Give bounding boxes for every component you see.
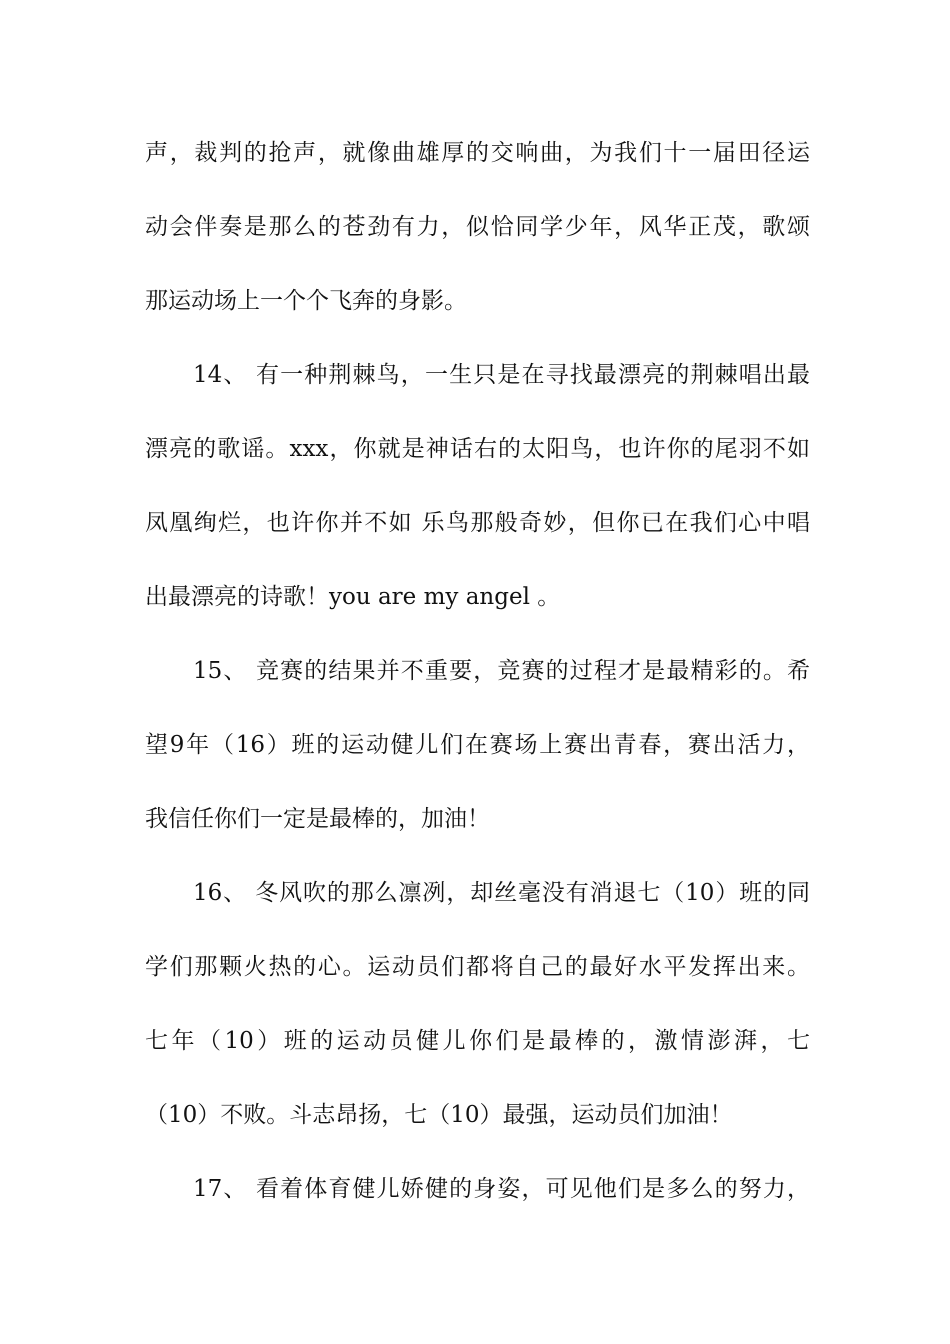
text-line: （10）不败。斗志昂扬，七（10）最强，运动员们加油！ <box>145 1102 733 1128</box>
text-line: 声，裁判的抢声，就像曲雄厚的交响曲，为我们十一届田径运 <box>145 140 810 166</box>
paragraph-14-start: 14、 有一种荆棘鸟，一生只是在寻找最漂亮的荆棘唱出最 <box>193 362 810 388</box>
text-line: 望9年（16）班的运动健儿们在赛场上赛出青春，赛出活力， <box>145 732 810 758</box>
text-line: 我信任你们一定是最棒的，加油！ <box>145 806 490 832</box>
text-line: 凤凰绚烂，也许你并不如 乐鸟那般奇妙，但你已在我们心中唱 <box>145 510 810 536</box>
text-line: 那运动场上一个个飞奔的身影。 <box>145 288 467 314</box>
paragraph-16-start: 16、 冬风吹的那么凛冽，却丝毫没有消退七（10）班的同 <box>193 880 810 906</box>
paragraph-15-start: 15、 竞赛的结果并不重要，竞赛的过程才是最精彩的。希 <box>193 658 810 684</box>
text-line: 漂亮的歌谣。xxx，你就是神话右的太阳鸟，也许你的尾羽不如 <box>145 436 810 462</box>
paragraph-17-start: 17、 看着体育健儿娇健的身姿，可见他们是多么的努力， <box>193 1176 810 1202</box>
text-line: 学们那颗火热的心。运动员们都将自己的最好水平发挥出来。 <box>145 954 810 980</box>
text-line: 动会伴奏是那么的苍劲有力，似恰同学少年，风华正茂，歌颂 <box>145 214 810 240</box>
text-line: 七年（10）班的运动员健儿你们是最棒的，激情澎湃，七 <box>145 1028 810 1054</box>
text-line: 出最漂亮的诗歌！you are my angel 。 <box>145 584 561 610</box>
